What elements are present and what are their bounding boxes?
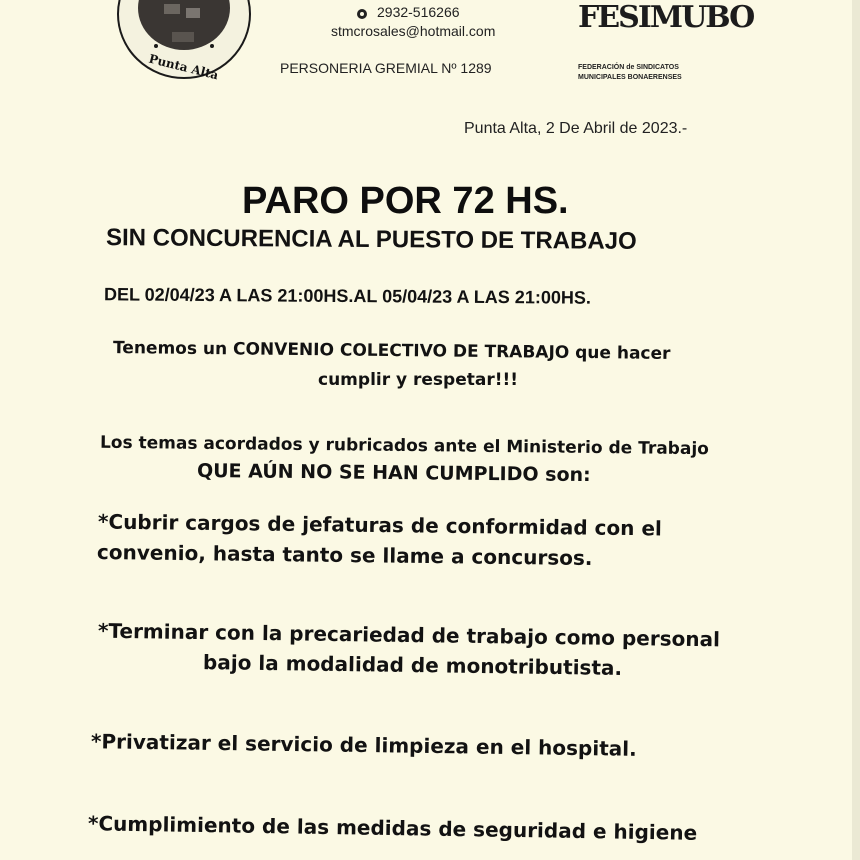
subtitle: SIN CONCURENCIA AL PUESTO DE TRABAJO [105, 224, 637, 255]
phone-number: 2932-516266 [377, 4, 460, 20]
list-item-1-line2: convenio, hasta tanto se llame a concursos. [96, 539, 593, 571]
federation-name-line1: FEDERACIÓN de SINDICATOS [578, 64, 679, 71]
whatsapp-icon [356, 5, 368, 17]
strike-period: DEL 02/04/23 A LAS 21:00HS.AL 05/04/23 A LAS 21:00HS. [103, 284, 591, 308]
federation-logo-letters: FESIMUBO [578, 0, 754, 35]
page-title: PARO POR 72 HS. [242, 180, 569, 222]
date-line: Punta Alta, 2 De Abril de 2023.- [464, 120, 688, 137]
convenio-line1: Tenemos un CONVENIO COLECTIVO DE TRABAJO que hacer [112, 338, 671, 364]
temas-line2: QUE AÚN NO SE HAN CUMPLIDO son: [196, 459, 591, 487]
list-item-3-line1: *Privatizar el servicio de limpieza en el hospital. [90, 729, 637, 761]
list-item-1-line1: *Cubrir cargos de jefaturas de conformidad con el [97, 509, 662, 541]
list-item-2-line1: *Terminar con la precariedad de trabajo como personal [97, 618, 721, 652]
personeria-gremial: PERSONERIA GREMIAL Nº 1289 [280, 60, 492, 76]
email-address: stmcrosales@hotmail.com [331, 23, 496, 39]
list-item-4-line1: *Cumplimiento de las medidas de seguridad e higiene [87, 811, 698, 845]
list-item-2-line2: bajo la modalidad de monotributista. [202, 650, 623, 680]
federation-name-line2: MUNICIPALES BONAERENSES [578, 74, 682, 81]
federation-logo [578, 0, 754, 86]
seal-text: Punta Alta [147, 51, 220, 83]
page-edge [852, 0, 860, 860]
temas-line1: Los temas acordados y rubricados ante el Ministerio de Trabajo [99, 432, 709, 460]
convenio-line2: cumplir y respetar!!! [318, 370, 518, 390]
